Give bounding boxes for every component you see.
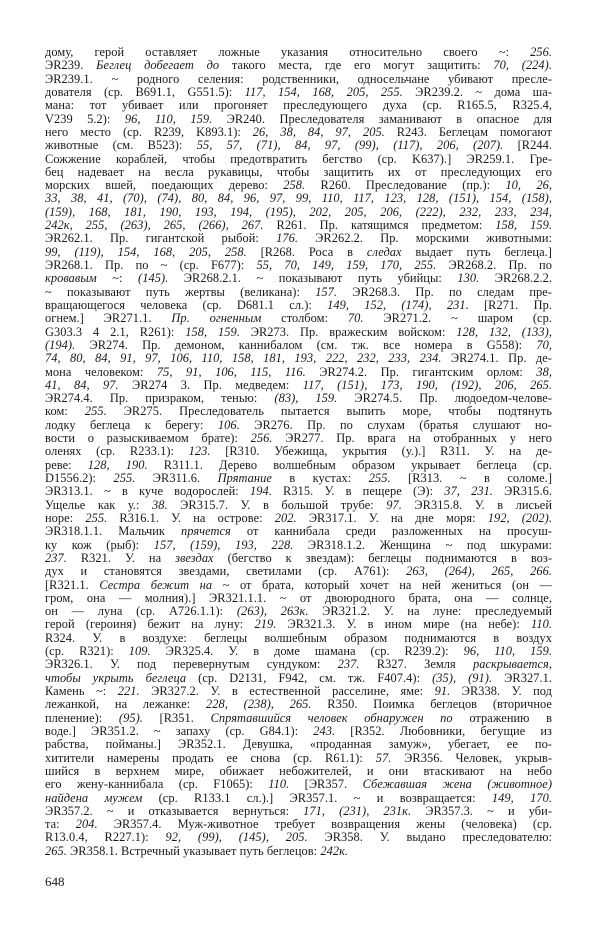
italic-segment: 256. [250, 431, 273, 446]
italic-segment: 55, 57, (71), 84, 97, (99), (117), 206, (207). [196, 138, 504, 153]
text-segment: ~ показывают путь жертвы (великана): [45, 284, 316, 299]
text-line [45, 472, 552, 485]
text-segment: ЭR338. У. под [450, 684, 552, 698]
text-segment: хитители намерены продать ее снова (ср. R61.1): [45, 750, 376, 765]
text-segment: ~: [96, 271, 139, 286]
text-line [45, 845, 552, 858]
text-segment: ЭR327.1. [492, 670, 552, 685]
text-segment: в кустах: [271, 471, 369, 485]
text-line [45, 792, 552, 805]
text-line [45, 672, 552, 685]
text-segment: норе: [45, 510, 86, 525]
text-segment: R315. У. в пещере (Э): [271, 484, 445, 499]
italic-segment: 237. [337, 657, 360, 672]
text-segment: ку кож (рыб): [45, 537, 154, 552]
text-segment: ЭR356. Человек, укрыв- [391, 750, 553, 765]
text-line [45, 765, 552, 778]
text-line [45, 166, 552, 179]
text-line [45, 232, 552, 245]
text-segment: R13.0.4, R227.1): [45, 830, 166, 845]
text-segment: ЭR274.4. Пр. призраком, тенью: [45, 391, 275, 406]
italic-segment: 192, (202). [487, 510, 552, 525]
italic-segment: 228, (238), 265. [206, 697, 312, 712]
text-line [45, 632, 552, 645]
text-segment: ЭR276. Пр. по слухам (братья слушают но- [239, 417, 552, 432]
text-line [45, 246, 552, 259]
text-line [45, 339, 552, 352]
italic-segment: 157. [315, 284, 338, 299]
text-line [45, 59, 552, 72]
text-segment: лежанкой, на лежанке: [45, 697, 207, 712]
italic-segment: (263), 263к. [236, 604, 309, 619]
italic-segment: Беглец добегает до [96, 58, 220, 73]
text-line [45, 725, 552, 738]
text-line [45, 565, 552, 578]
italic-segment: 38, [536, 364, 552, 379]
text-line [45, 485, 552, 498]
italic-segment: Сестра бежит на [99, 577, 213, 592]
text-segment: ЭR268.2. Пр. по [436, 258, 552, 272]
text-segment: ЭR357.4. Муж-животное требует возвращения жены (человека) (ср. [97, 817, 552, 832]
text-segment: ЭR240. Преследователя заманивают в опасное для [212, 111, 552, 126]
text-segment: выдает путь беглеца.] [401, 244, 552, 259]
italic-segment: 117, 154, 168, 205, 255. [244, 84, 403, 99]
italic-segment: 26, 38, 84, 97, 205. [252, 124, 385, 139]
text-segment: V239 5.2): [45, 111, 125, 126]
text-segment: ЭR239. [45, 58, 97, 73]
text-line [45, 658, 552, 671]
text-segment: ЭR358. У. выдано преследователю: [307, 830, 552, 845]
text-line [45, 579, 552, 592]
italic-segment: (194). [45, 337, 76, 352]
text-segment: столбом: [261, 311, 348, 326]
text-segment: ЭR311.6. [135, 471, 218, 485]
italic-segment: Прятание [217, 471, 272, 485]
italic-segment: 158, 159. [495, 218, 552, 233]
text-line [45, 379, 552, 392]
text-line [45, 259, 552, 272]
italic-segment: Пр. огненным [171, 311, 262, 326]
text-segment: шийся в верхнем мире, обижает небожителей, и они втаскивают на небо [45, 763, 552, 778]
text-segment: ЭR325.4. У. в доме шамана (ср. R239.2): [150, 644, 464, 659]
italic-segment: 204. [75, 817, 98, 832]
text-segment: R311.1. Дерево волшебным образом укрывает беглеца (ср. [147, 457, 553, 472]
text-segment: Ущелье как у.: [45, 497, 153, 512]
italic-segment: (95). [118, 710, 143, 725]
text-line [45, 512, 552, 525]
text-segment: R350. Поимка беглецов (вторичное [311, 697, 552, 712]
italic-segment: найдена мужем [45, 790, 143, 805]
text-segment: D1556.2): [45, 471, 114, 485]
italic-segment: 70, (224). [493, 58, 552, 73]
text-line [45, 432, 552, 445]
italic-segment: 194. [249, 484, 272, 499]
italic-segment: (145). [138, 271, 169, 286]
text-line [45, 605, 552, 618]
italic-segment: 123. [188, 444, 211, 459]
text-segment: дователя (ср. B691.1, G551.5): [45, 84, 245, 99]
text-segment: мона человеком: [45, 364, 157, 379]
text-line [45, 592, 552, 605]
text-segment: он — луна (ср. A726.1.1): [45, 604, 237, 619]
italic-segment: 10, 26, [505, 178, 552, 193]
text-segment: морских вшей, поедающих дерево: [45, 178, 284, 193]
text-segment: ЭR313.1. ~ в куче водорослей: [45, 484, 250, 499]
text-line [45, 219, 552, 232]
text-line [45, 352, 552, 365]
italic-segment: 74, 80, 84, 91, 97, 106, 110, 158, 181, 193, 222, 232, 233, 234. [45, 351, 442, 366]
text-segment: (ср. R321): [45, 644, 129, 659]
text-line [45, 419, 552, 432]
text-segment: ЭR327.2. У. в естественной расселине, яме: [139, 684, 435, 698]
italic-segment: 237. [45, 550, 67, 565]
italic-segment: 242к. [320, 843, 349, 858]
italic-segment: 176. [276, 231, 298, 246]
text-segment: (ср. D2131, F942, см. тж. F407.4): [186, 670, 433, 685]
text-line [45, 272, 552, 285]
text-segment: R324. У. в воздухе: беглецы волшебным образом поднимаются в воздух [45, 630, 552, 645]
text-line [45, 405, 552, 418]
italic-segment: 221. [117, 684, 140, 698]
text-segment: ком: [45, 404, 85, 419]
italic-segment: 92, (99), (145), 205. [165, 830, 308, 845]
text-line [45, 326, 552, 339]
italic-segment: 38. [152, 497, 168, 512]
italic-segment: 255. [85, 510, 108, 525]
text-line [45, 525, 552, 538]
text-segment: Камень ~: [45, 684, 118, 698]
text-segment: дух и становятся звездами, светилами (ср. A761): [45, 564, 407, 579]
text-line [45, 113, 552, 126]
text-segment: ЭR326.1. У. под перевернутым сундуком: [45, 657, 338, 672]
text-segment: ЭR315.7. У. в большой трубе: [167, 497, 387, 512]
text-line [45, 818, 552, 831]
text-segment: ЭR357.2. ~ и отказывается вернуться: [45, 803, 304, 818]
italic-segment: 128, 132, (133), [456, 324, 552, 339]
text-segment: ЭR273. Пр. вражеским войском: [239, 324, 457, 339]
text-segment: [R271. Пр. [468, 297, 552, 312]
text-segment: ЭR357.3. ~ и уби- [411, 803, 552, 818]
page-number: 648 [45, 874, 65, 889]
text-line [45, 445, 552, 458]
text-segment: от каннибала среди разложенных на просуш- [230, 524, 552, 539]
italic-segment: 149, 152, (174), 231. [327, 297, 469, 312]
text-segment: ЭR321.2. У. на луне: преследуемый [308, 604, 553, 619]
text-segment: [R352. Любовники, бегущие из [335, 723, 552, 738]
text-line [45, 46, 552, 59]
text-segment: пленение): [45, 710, 119, 725]
text-line [45, 805, 552, 818]
text-segment: такого места, где его могут защитить: [219, 58, 494, 73]
italic-segment: следах [366, 244, 402, 259]
text-segment: ЭR318.1.2. Женщина ~ под шкурами: [293, 537, 552, 552]
italic-segment: 117, (151), 173, 190, (192), 206, 265. [302, 377, 552, 392]
italic-segment: 255. [113, 471, 136, 485]
text-line [45, 86, 552, 99]
italic-segment: 109. [128, 644, 151, 659]
text-segment: [R244. [503, 138, 552, 153]
text-segment: вости о разыскиваемом брате): [45, 431, 251, 446]
italic-segment: 96, 110, 159. [463, 644, 552, 659]
text-segment: ЭR315.6. [493, 484, 553, 499]
italic-segment: 106. [217, 417, 240, 432]
text-line [45, 831, 552, 844]
italic-segment: кровавым [45, 271, 97, 286]
text-line [45, 778, 552, 791]
italic-segment: 158, 159. [185, 324, 240, 339]
text-segment: лодку беглеца к берегу: [45, 417, 218, 432]
text-segment: отражению в [452, 710, 553, 725]
text-segment: (ср. R133.1 сл.).] ЭR357.1. ~ и возвращается: [142, 790, 492, 805]
text-segment: G303.3 4 2.1, R261): [45, 324, 186, 339]
text-line [45, 126, 552, 139]
text-segment: ЭR274.2. Пр. гигантским орлом: [305, 364, 537, 379]
italic-segment: 70, [536, 337, 552, 352]
italic-segment: 242к, 255, (263), 265, (266), 267. [45, 218, 264, 233]
italic-segment: 33, 38, 41, (70), (74), 80, 84, 96, 97, 99, 110, 117, 123, 128, (151), 154, (158), [45, 191, 552, 206]
text-line [45, 738, 552, 751]
italic-segment: 130. [457, 271, 480, 286]
page-body-text [45, 46, 552, 858]
text-segment: R261. Пр. катящимся предметом: [263, 218, 496, 233]
text-segment: ЭR274. Пр. демоном, каннибалом (см. тж. все номера в G558): [75, 337, 537, 352]
italic-segment: 157, (159), 193, 228. [153, 537, 294, 552]
text-segment: ЭR277. Пр. врага на отобранных у него [272, 431, 552, 446]
text-segment: ЭR268.1. Пр. по ~ (ср. F677): [45, 258, 257, 272]
italic-segment: 110. [531, 617, 552, 632]
text-segment: R321. У. на [66, 550, 176, 565]
text-segment: ЭR262.1. Пр. гигантской рыбой: [45, 231, 277, 246]
italic-segment: 37, 231. [444, 484, 493, 499]
text-segment: ЭR271.2. ~ шаром (ср. [363, 311, 552, 326]
text-segment: ЭR268.2.2. [479, 271, 552, 286]
italic-segment: 258. [283, 178, 306, 193]
text-segment: воде.] ЭR351.2. ~ запаху (ср. G84.1): [45, 723, 314, 738]
text-segment: ЭR321.3. У. в ином мире (на небе): [276, 617, 532, 632]
italic-segment: 99, (119), 154, 168, 205, 258. [45, 244, 247, 259]
text-segment: рабства, пойманы.] ЭR352.1. Девушка, «проданная замуж», убегает, ее по- [45, 737, 552, 752]
italic-segment: 149, 170. [491, 790, 552, 805]
text-segment: ЭR274 3. Пр. медведем: [118, 377, 303, 392]
text-line [45, 206, 552, 219]
italic-segment: 41, 84, 97. [45, 377, 119, 392]
text-segment: вращающегося человека (ср. D681.1 сл.): [45, 297, 328, 312]
text-segment: [R268. Роса в [246, 244, 367, 259]
text-line [45, 752, 552, 765]
text-segment: ЭR358.1. Встречный указывает путь беглецов: [66, 843, 321, 858]
text-segment: ЭR317.1. У. на дне моря: [296, 510, 488, 525]
text-line [45, 618, 552, 631]
text-segment: его жену-каннибала (ср. F1065): [45, 777, 269, 792]
text-segment: ЭR268.3. Пр. по следам пре- [337, 284, 552, 299]
italic-segment: 256. [530, 45, 552, 59]
italic-segment: 96, 110, 159. [124, 111, 213, 126]
text-segment: бец надевает на весла рукавицы, чтобы защитить их от преследующих его [45, 164, 552, 179]
text-segment: ЭR274.5. Пр. людоедом-челове- [337, 391, 552, 406]
text-segment: герой (героиня) бежит на луну: [45, 617, 255, 632]
text-segment: R316.1. У. на острове: [107, 510, 275, 525]
text-line [45, 153, 552, 166]
text-segment: ЭR239.1. ~ родного селения: родственники, односельчане убивают пресле- [45, 71, 552, 86]
text-segment: [ЭR357. [289, 777, 363, 792]
italic-segment: 57. [375, 750, 392, 765]
text-line [45, 685, 552, 698]
italic-segment: 202. [274, 510, 297, 525]
italic-segment: прячется [181, 524, 231, 539]
italic-segment: раскрывается, [472, 657, 553, 672]
text-segment: ЭR262.2. Пр. морскими животными: [297, 231, 552, 246]
italic-segment: (83), 159. [274, 391, 338, 406]
italic-segment: 55, 70, 149, 159, 170, 255. [256, 258, 437, 272]
text-line [45, 286, 552, 299]
italic-segment: 75, 91, 106, 115, 116. [156, 364, 306, 379]
text-segment: [R321.1. [45, 577, 100, 592]
text-line [45, 698, 552, 711]
text-line [45, 73, 552, 86]
text-line [45, 459, 552, 472]
text-line [45, 312, 552, 325]
text-line [45, 645, 552, 658]
text-segment: дому, герой оставляет ложные указания относительно своего ~: [45, 45, 531, 59]
text-segment: оленях (ср. R233.1): [45, 444, 189, 459]
text-segment: R327. Земля [359, 657, 473, 672]
text-line [45, 179, 552, 192]
text-line [45, 539, 552, 552]
text-line [45, 139, 552, 152]
italic-segment: 255. [84, 404, 107, 419]
text-segment: ЭR275. Преследователь пытается выпить море, чтобы подтянуть [106, 404, 553, 419]
italic-segment: 171, (231), 231к. [303, 803, 412, 818]
text-segment: [R351. [142, 710, 211, 725]
text-line [45, 299, 552, 312]
italic-segment: 255. [368, 471, 391, 485]
text-segment: Сожжение кораблей, чтобы предотвратить бегство (ср. K637).] ЭR259.1. Гре- [45, 151, 552, 166]
text-segment: R260. Преследование (пр.): [305, 178, 506, 193]
text-segment: гром, она — молния).] ЭR321.1.1. ~ от двоюродного брата, она — солнце, [45, 590, 552, 605]
text-segment: (бегство к звездам): беглецы поднимаются в воз- [213, 550, 552, 565]
italic-segment: 128, 190. [87, 457, 148, 472]
italic-segment: (35), (91). [432, 670, 493, 685]
text-line [45, 366, 552, 379]
text-segment: R243. Беглецам помогают [384, 124, 552, 139]
text-segment: ЭR239.2. ~ дома ша- [402, 84, 552, 99]
italic-segment: 265. [45, 843, 67, 858]
italic-segment: Сбежавшая жена (животное) [362, 777, 552, 792]
italic-segment: (159), 168, 181, 190, 193, 194, (195), 202, 205, 206, (222), 232, 233, 234, [45, 204, 552, 219]
italic-segment: 219. [254, 617, 277, 632]
italic-segment: 110. [268, 777, 290, 792]
text-line [45, 499, 552, 512]
text-segment: ЭR318.1.1. Мальчик [45, 524, 181, 539]
text-segment: реве: [45, 457, 88, 472]
text-segment: ЭR315.8. У. в лисьей [401, 497, 553, 512]
italic-segment: звездах [175, 550, 214, 565]
text-segment: него место (ср. R239, K893.1): [45, 124, 253, 139]
text-line [45, 712, 552, 725]
text-line [45, 99, 552, 112]
text-segment: животные (см. B523): [45, 138, 197, 153]
text-segment: ~ от брата, который хочет на ней жениться (он — [212, 577, 553, 592]
italic-segment: 91. [434, 684, 451, 698]
text-line [45, 552, 552, 565]
text-segment: огнем.] ЭR271.1. [45, 311, 172, 326]
italic-segment: 70. [347, 311, 364, 326]
text-segment: мана: тот убивает или прогоняет преследующего духа (ср. R165.5, R325.4, [45, 98, 552, 113]
italic-segment: 243. [313, 723, 336, 738]
text-segment: та: [45, 817, 76, 832]
text-line [45, 392, 552, 405]
text-line [45, 192, 552, 205]
italic-segment: 263, (264), 265, 266. [406, 564, 552, 579]
text-segment: [R313. ~ в соломе.] [390, 471, 553, 485]
italic-segment: Спрятавшийся человек обнаружен по [210, 710, 453, 725]
italic-segment: чтобы укрыть беглеца [45, 670, 187, 685]
text-segment: ЭR268.2.1. ~ показывают путь убийцы: [168, 271, 458, 286]
text-segment: [R310. Убежища, укрытия (у.).] R311. У. на де- [210, 444, 552, 459]
text-segment: ЭR274.1. Пр. де- [441, 351, 552, 366]
italic-segment: 97. [386, 497, 402, 512]
